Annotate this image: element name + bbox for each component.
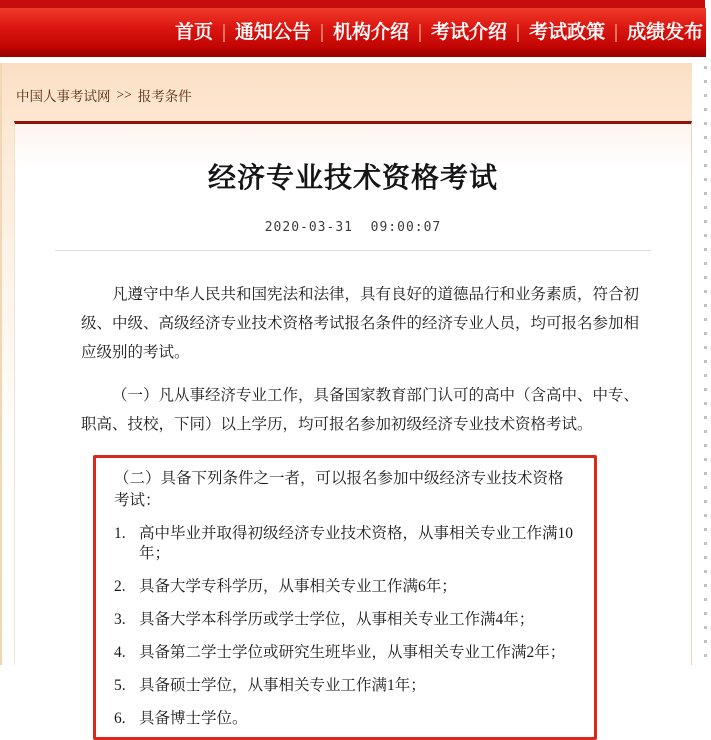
requirement-number: 5.: [114, 677, 126, 694]
breadcrumb-current: 报考条件: [137, 89, 192, 104]
nav-item-exam-policy[interactable]: 考试政策: [529, 22, 606, 43]
highlight-box-heading: （二）具备下列条件之一者，可以报名参加中级经济专业技术资格考试：: [114, 470, 564, 509]
nav-item-score-release[interactable]: 成绩发布: [627, 22, 704, 43]
requirement-number: 3.: [114, 611, 126, 628]
requirement-text: 具备大学专科学历，从事相关专业工作满6年；: [139, 578, 457, 595]
requirement-text: 具备硕士学位，从事相关专业工作满1年；: [139, 677, 426, 694]
breadcrumb-separator: >>: [116, 87, 132, 102]
nav-item-organization[interactable]: 机构介绍: [333, 22, 410, 43]
page-edge-dashed-line: [704, 66, 707, 662]
requirement-item: [114, 643, 578, 663]
requirement-number: 2.: [114, 578, 126, 595]
nav-item-notices[interactable]: 通知公告: [235, 22, 312, 43]
requirement-text: 具备第二学士学位或研究生班毕业，从事相关专业工作满2年；: [139, 644, 566, 661]
requirement-text: 高中毕业并取得初级经济专业技术资格，从事相关专业工作满10年；: [139, 525, 574, 562]
requirement-item: [114, 676, 578, 696]
nav-item-exam-intro[interactable]: 考试介绍: [431, 22, 508, 43]
nav-item-home[interactable]: 首页: [175, 22, 214, 43]
publish-date: 2020-03-31 09:00:07: [264, 220, 442, 235]
nav-separator: [223, 24, 225, 42]
article-panel: [14, 121, 692, 727]
top-accent-strip: [0, 0, 705, 8]
nav-separator: [321, 24, 323, 42]
breadcrumb-site-link[interactable]: 中国人事考试网: [16, 89, 111, 104]
requirement-text: 具备博士学位。: [139, 710, 248, 727]
requirement-item: [114, 709, 578, 729]
article-body: [15, 251, 691, 740]
nav-separator: [615, 24, 617, 42]
requirement-number: 6.: [114, 710, 126, 727]
breadcrumb: [16, 85, 192, 105]
highlight-box: [93, 455, 597, 740]
nav-separator: [517, 24, 519, 42]
page-title: 经济专业技术资格考试: [207, 162, 498, 193]
main-navigation: [0, 8, 706, 57]
requirement-number: 4.: [114, 644, 126, 661]
paragraph-intro: 凡遵守中华人民共和国宪法和法律，具有良好的道德品行和业务素质，符合初级、中级、高级经济专业技术资格考试报名条件的经济专业人员，均可报名参加相应级别的考试。: [81, 286, 640, 361]
requirement-text: 具备大学本科学历或学士学位，从事相关专业工作满4年；: [139, 611, 535, 628]
paragraph-junior-requirements: （一）凡从事经济专业工作，具备国家教育部门认可的高中（含高中、中专、职高、技校，下同）以上学历，均可报名参加初级经济专业技术资格考试。: [81, 387, 640, 433]
requirement-item: [114, 524, 578, 564]
requirement-item: [114, 610, 578, 630]
requirement-number: 1.: [114, 525, 126, 542]
nav-separator: [419, 24, 421, 42]
requirement-item: [114, 577, 578, 597]
